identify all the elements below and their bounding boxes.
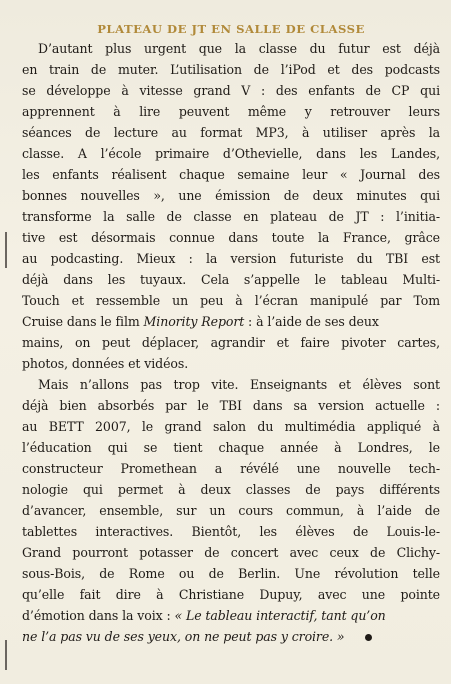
text-line: Mais n’allons pas trop vite. Enseignants et élèves sont bbox=[38, 377, 440, 392]
text-fragment: Cruise dans le film bbox=[22, 314, 144, 329]
text-line: d’avancer, ensemble, sur un cours commun, à l’aide de bbox=[22, 503, 440, 518]
text-line: photos, données et vidéos. bbox=[22, 356, 189, 371]
text-line: Touch et ressemble un peu à l’écran manipulé par Tom bbox=[22, 293, 440, 308]
text-line: transforme la salle de classe en plateau de JT : l’initia- bbox=[22, 209, 440, 224]
text-line: tive est désormais connue dans toute la France, grâce bbox=[22, 230, 440, 245]
text-line: bonnes nouvelles », une émission de deux minutes qui bbox=[22, 188, 440, 203]
scan-edge-mark bbox=[5, 232, 7, 268]
text-line: se développe à vitesse grand V : des enfants de CP qui bbox=[22, 83, 440, 98]
text-fragment: d’émotion dans la voix : bbox=[22, 608, 175, 623]
article bbox=[22, 22, 440, 647]
text-line: déjà dans les tuyaux. Cela s’appelle le tableau Multi- bbox=[22, 272, 440, 287]
text-fragment: : à l’aide de ses deux bbox=[244, 314, 379, 329]
paragraph-1 bbox=[22, 38, 440, 374]
text-line: constructeur Promethean a révélé une nouvelle tech- bbox=[22, 461, 440, 476]
text-line: l’éducation qui se tient chaque année à Londres, le bbox=[22, 440, 440, 455]
text-line: en train de muter. L’utilisation de l’iPod et des podcasts bbox=[22, 62, 440, 77]
text-line-with-title bbox=[22, 311, 440, 332]
text-line: au BETT 2007, le grand salon du multimédia appliqué à bbox=[22, 419, 440, 434]
text-line: D’autant plus urgent que la classe du futur est déjà bbox=[38, 41, 440, 56]
end-of-article-bullet-icon bbox=[365, 634, 372, 641]
text-line: classe. A l’école primaire d’Othevielle, dans les Landes, bbox=[22, 146, 440, 161]
text-line: les enfants réalisent chaque semaine leur « Journal des bbox=[22, 167, 440, 182]
quote-start: « Le tableau interactif, tant qu’on bbox=[174, 608, 386, 623]
text-line: au podcasting. Mieux : la version futuriste du TBI est bbox=[22, 251, 440, 266]
text-line: séances de lecture au format MP3, à utiliser après la bbox=[22, 125, 440, 140]
paragraph-2 bbox=[22, 374, 440, 647]
quote-end: ne l’a pas vu de ses yeux, on ne peut pas y croire. » bbox=[22, 629, 345, 644]
text-line: déjà bien absorbés par le TBI dans sa version actuelle : bbox=[22, 398, 440, 413]
text-line-with-quote bbox=[22, 605, 440, 626]
text-line: nologie qui permet à deux classes de pays différents bbox=[22, 482, 440, 497]
article-headline: PLATEAU DE JT EN SALLE DE CLASSE bbox=[97, 22, 365, 36]
text-line: sous-Bois, de Rome ou de Berlin. Une révolution telle bbox=[22, 566, 440, 581]
film-title: Minority Report bbox=[143, 314, 245, 329]
text-line: tablettes interactives. Bientôt, les élèves de Louis-le- bbox=[22, 524, 440, 539]
scan-edge-mark bbox=[5, 640, 7, 670]
text-line: apprennent à lire peuvent même y retrouver leurs bbox=[22, 104, 440, 119]
text-line: qu’elle fait dire à Christiane Dupuy, avec une pointe bbox=[22, 587, 440, 602]
text-line: mains, on peut déplacer, agrandir et faire pivoter cartes, bbox=[22, 335, 440, 350]
text-line-with-quote bbox=[22, 626, 440, 647]
text-line: Grand pourront potasser de concert avec ceux de Clichy- bbox=[22, 545, 440, 560]
